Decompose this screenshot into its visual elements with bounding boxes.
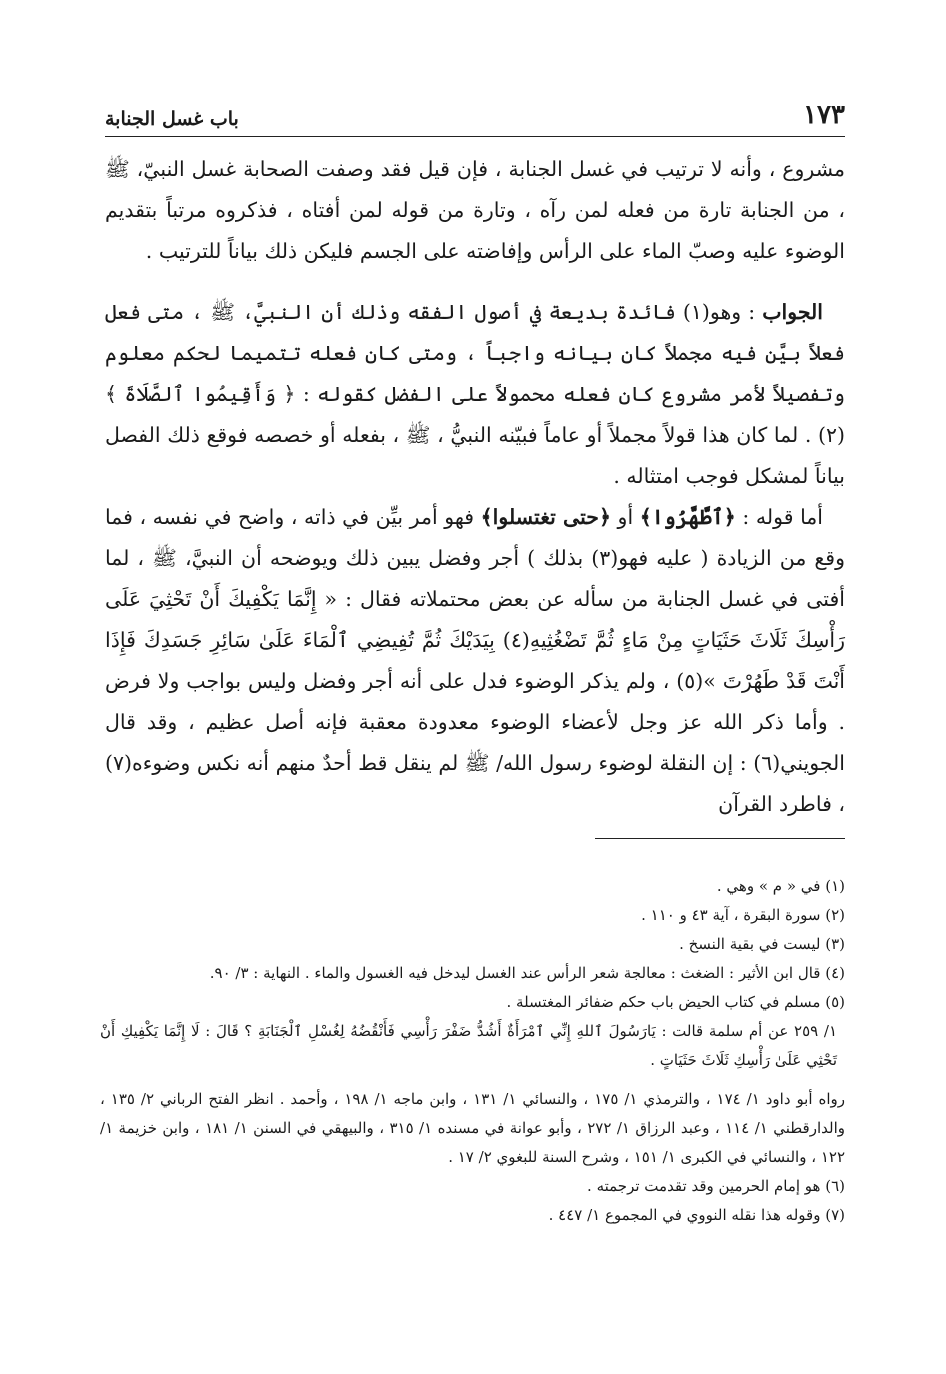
answer-label: الجواب [762, 300, 823, 324]
page-number: ١٧٣ [803, 100, 845, 130]
chapter-title: باب غسل الجنابة [105, 108, 239, 130]
footnote-7: (٧) وقوله هذا نقله النووي في المجموع ١/ ٤٤٧ . [548, 1206, 845, 1224]
main-text [105, 149, 845, 825]
p3-body: فهو أمر بيِّن في ذاته ، واضح في نفسه ، فما وقع من الزيادة ( عليه فهو(٣) بذلك ) أجر وفضل يبين ذلك ويوضحه أن النبيَّ، ﷺ ، لما أفتى في غسل الجنابة من سأله عن بعض محتملاته فقال : « إِنَّمَا يَكْفِيكَ أَنْ تَحْثِيَ عَلَى رَأْسِكَ ثَلَاثَ حَثَيَاتٍ مِنْ مَاءٍ ثُمَّ تَضْغُثِيهِ(٤) بِيَدَيْكَ ثُمَّ تُفِيضِي ٱلْمَاءَ عَلَىٰ سَائِرِ جَسَدِكَ فَإِذَا أَنْتَ قَدْ طَهُرْتَ »(٥) ، ولم يذكر الوضوء فدل على أنه أجر وفضل وليس بواجب ولا فرض . وأما ذكر الله عز وجل لأعضاء الوضوء معدودة معقبة فإنه أصل عظيم ، وقد قال الجويني(٦) : إن النقلة لوضوء رسول الله/ ﷺ لم ينقل قط أحدٌ منهم أنه نكس وضوءه(٧) ، فاطرد القرآن [105, 505, 846, 816]
paragraph-3 [105, 497, 845, 825]
footnotes [100, 872, 845, 1230]
answer-text: : وهو(١) فائدة بديعة في أصول الفقه وذلك أن النبيَّ، ﷺ ، متى فعل فعلاً بيَّن فيه مجملاً كان بيانه واجباً ، ومتى كان فعله تتميما لحكم معلوم وتفصيلاً لأمر مشروع كان فعله محمولاً على الفضل كقوله : ﴿ وَأَقِيمُوا ٱلصَّلَاةَ ﴾(٢) . لما كان هذا قولاً مجملاً أو عاماً فبيّنه النبيُّ ، ﷺ ، بفعله أو خصصه فوقع ذلك الفصل بياناً لمشكل فوجب امتثاله . [105, 300, 845, 488]
footnote-6: (٦) هو إمام الحرمين وقد تقدمت ترجمته . [587, 1177, 845, 1195]
footnote-1: (١) في « م » وهي . [716, 877, 845, 895]
footnote-separator [595, 838, 845, 839]
footnote-5: (٥) مسلم في كتاب الحيض باب حكم ضفائر المغتسلة . [506, 993, 845, 1011]
quran-quote-2: ﴿حتى تغتسلوا﴾ [480, 505, 611, 529]
paragraph-2 [105, 292, 845, 497]
page-header [105, 100, 845, 137]
quran-quote-1: ﴿ٱطَّهَّرُوا﴾ [639, 505, 736, 529]
footnote-5-hadith: ١/ ٢٥٩ عن أم سلمة قالت : يَارَسُولَ ٱللهِ إِنِّي ٱمْرَأَةٌ أَشُدُّ ضَفْرَ رَأْسِي فَأَنْقُضُهُ لِغُسْلِ ٱلْجَنَابَةِ ؟ قَالَ : لَا إِنَّمَا يَكْفِيكِ أَنْ تَحْثِي عَلَىٰ رَأْسِكِ ثَلَاثَ حَثَيَاتٍ . [100, 1022, 837, 1069]
footnote-4: (٤) قال ابن الأثير : الضغث : معالجة شعر الرأس عند الغسل ليدخل فيه الغسول والماء . النهاية : ٣/ ٩٠. [209, 964, 845, 982]
paragraph-1: مشروع ، وأنه لا ترتيب في غسل الجنابة ، فإن قيل فقد وصفت الصحابة غسل النبيّ، ﷺ ، من الجنابة تارة من فعله لمن رآه ، وتارة من قوله لمن أفتاه ، فذكروه مرتباً بتقديم الوضوء عليه وصبّ الماء على الرأس وإفاضته على الجسم فليكن ذلك بياناً للترتيب . [105, 157, 845, 263]
p3-intro: أما قوله : [735, 505, 823, 529]
footnote-2: (٢) سورة البقرة ، آية ٤٣ و ١١٠ . [641, 906, 845, 924]
footnote-5-references: رواه أبو داود ١/ ١٧٤ ، والترمذي ١/ ١٧٥ ، والنسائي ١/ ١٣١ ، وابن ماجه ١/ ١٩٨ ، وأحمد . انظر الفتح الرباني ٢/ ١٣٥ ، والدارقطني ١/ ١١٤ ، وعبد الرزاق ١/ ٢٧٢ ، وأبو عوانة في مسنده ١/ ٣١٥ ، والبيهقي في السنن ١/ ١٨١ ، وابن خزيمة ١/ ١٢٢ ، والنسائي في الكبرى ١/ ١٥١ ، وشرح السنة للبغوي ٢/ ١٧ . [100, 1090, 845, 1166]
p3-or: أو [610, 505, 640, 529]
book-page [105, 100, 845, 825]
footnote-3: (٣) ليست في بقية النسخ . [679, 935, 845, 953]
